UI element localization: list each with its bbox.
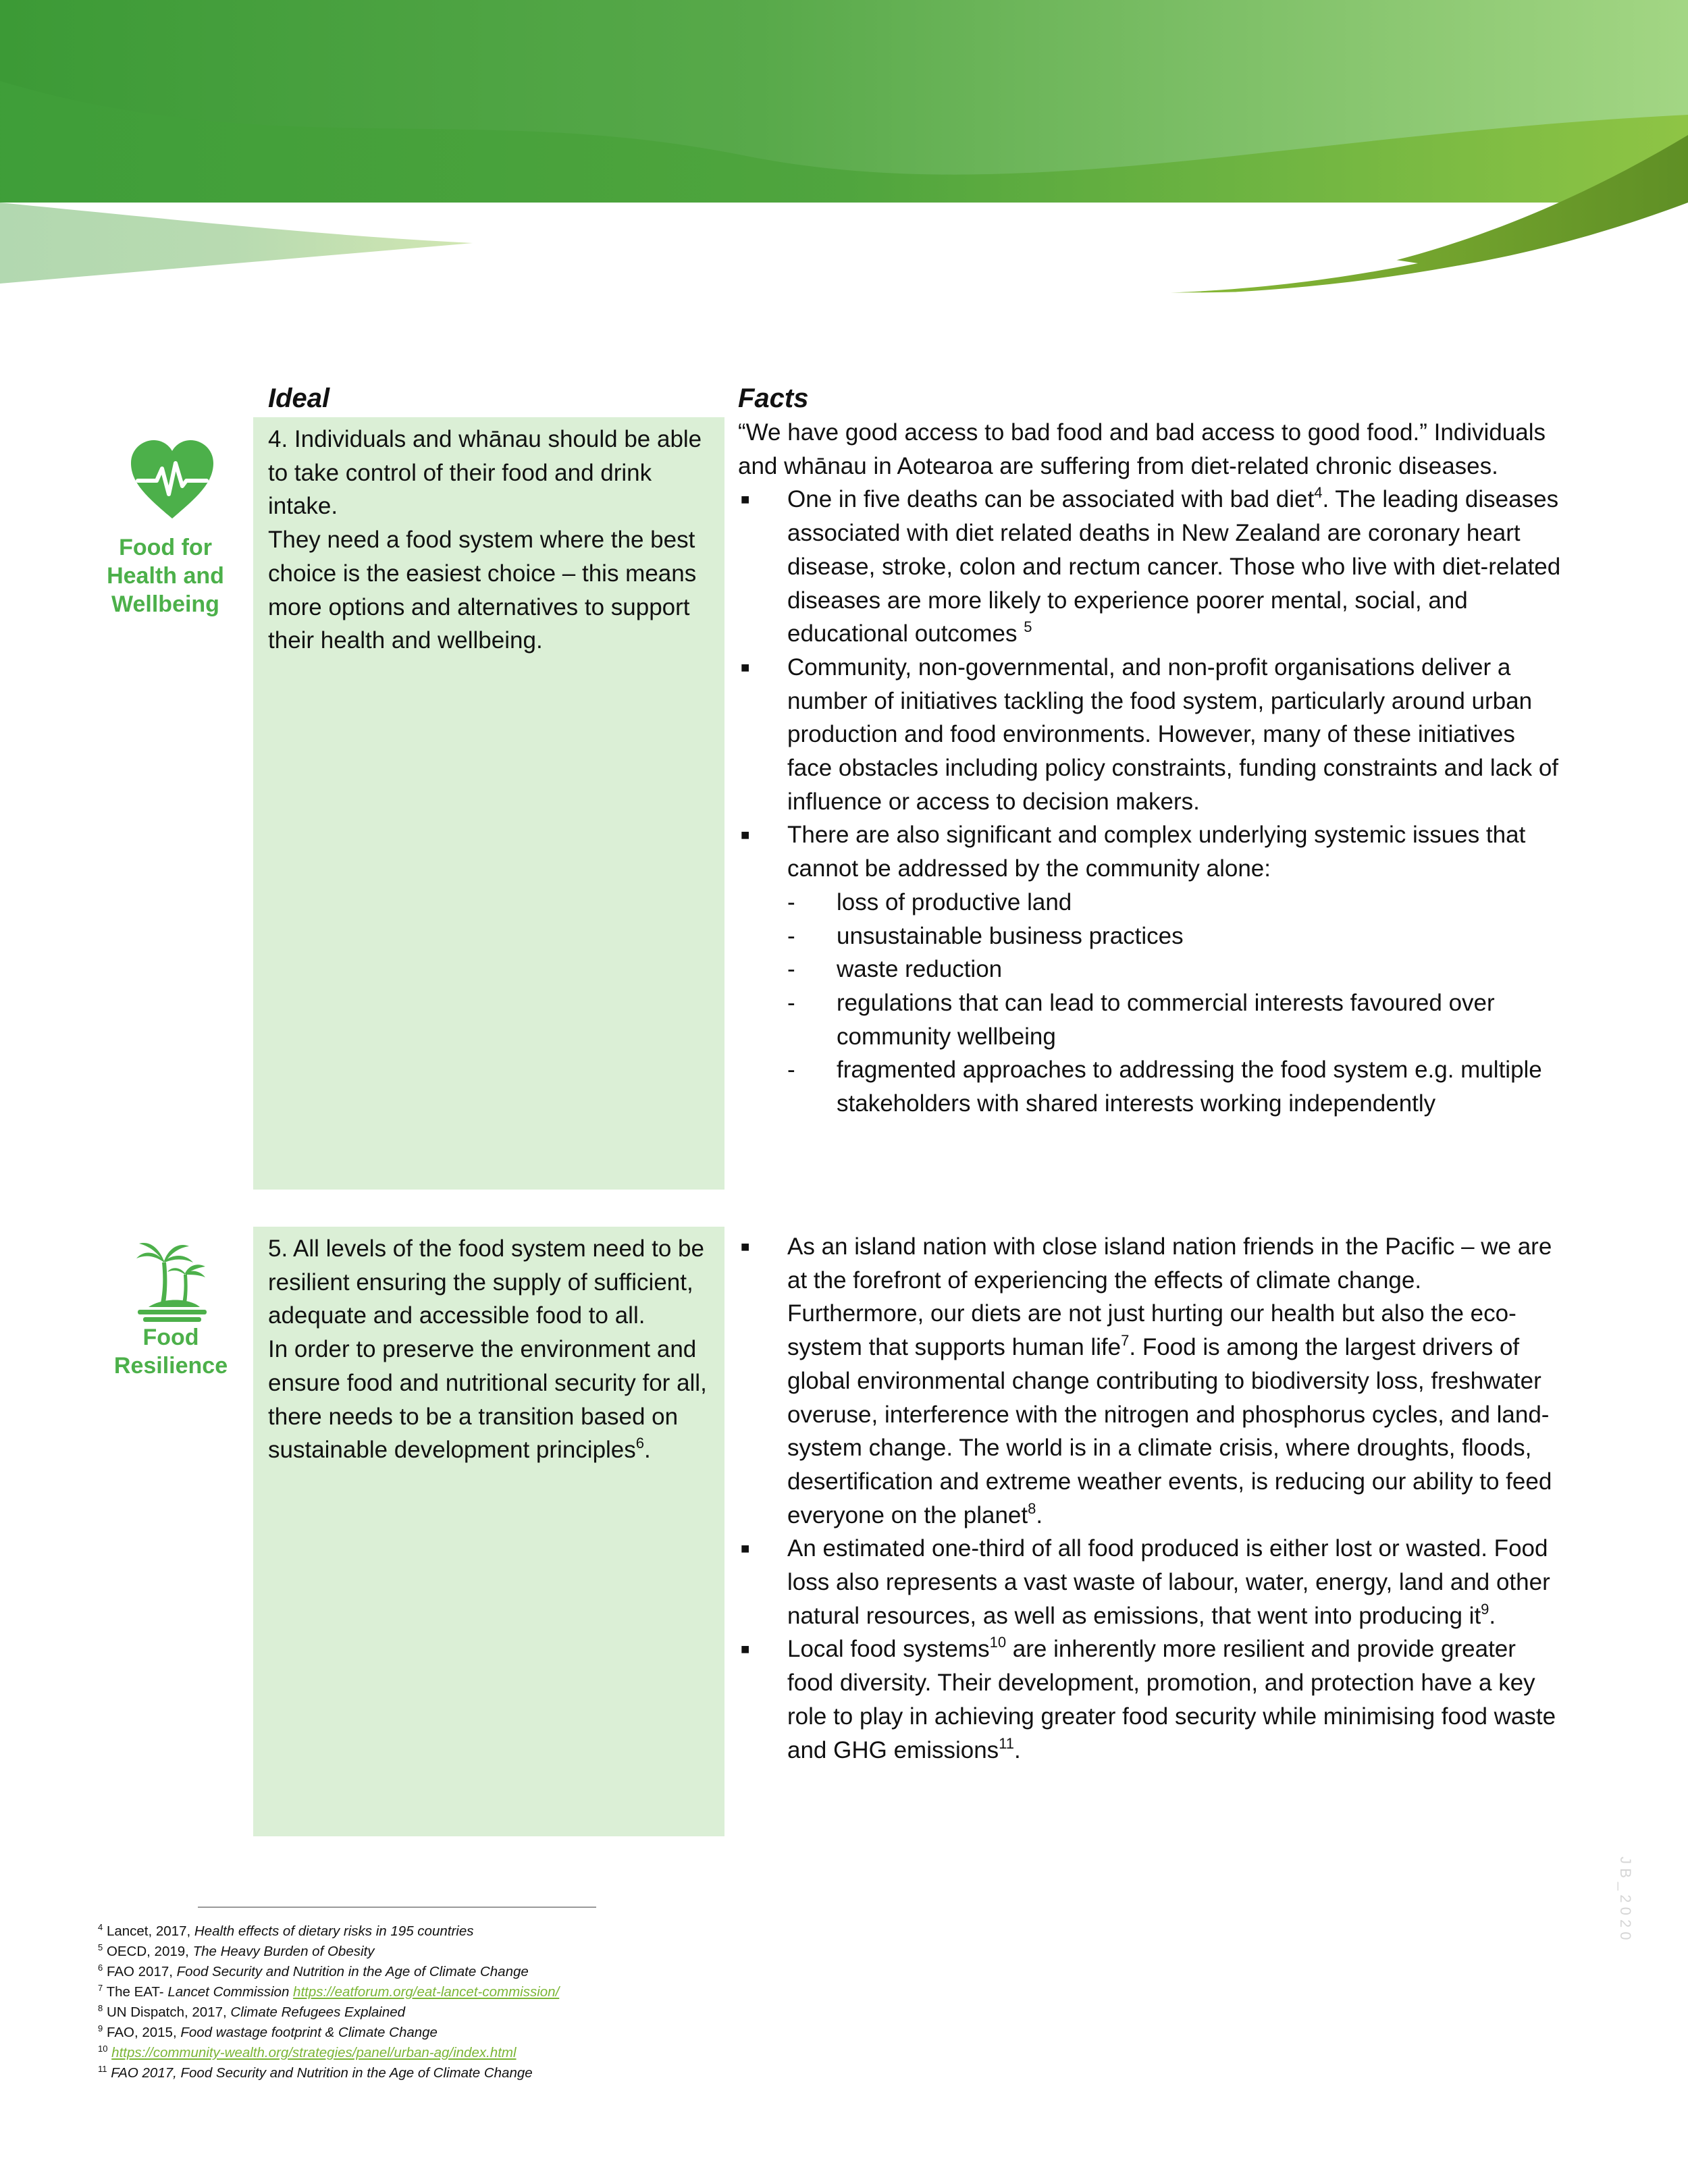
facts-resilience (738, 1230, 1562, 1767)
fact-bullet: ■ An estimated one-third of all food produced is either lost or wasted. Food loss also represents a vast waste of labour, water, energy, land and other natural resources, as well as emissions, that went into producing $it^9$. (738, 1532, 1562, 1632)
theme-label-line: Food (142, 1325, 199, 1350)
footnote-separator (198, 1907, 596, 1908)
footnote: $^7$ The EAT- Lancet Commission https://eatforum.org/eat-lancet-commission/ (98, 1983, 560, 2000)
facts-column-header: Facts (738, 383, 809, 413)
theme-label-line: Resilience (113, 1353, 228, 1379)
footnote-link[interactable]: https://eatforum.org/eat-lancet-commission/ (293, 1984, 560, 2000)
sub-item: - waste reduction (787, 956, 1003, 983)
fact-bullet: ■ Local food systems$^{10}$ are inherently more resilient and provide greater food diversity. Their development, promotion, and protection have a key role to play in achieving greater food security while minimising food waste and GHG emissions$^{11}$. (741, 1634, 1556, 1763)
fact-bullet: ■ As an island nation with close island nation friends in the Pacific – we are at the forefront of experiencing the effects of climate change. Furthermore, our diets are not just hurting our health but also the eco-system that supports human life$^7$. Food is among the largest drivers of global environmental change contributing to biodiversity loss, freshwater overuse, interference with the nitrogen and phosphorus cycles, and land-system change. The world is in a climate crisis, where droughts, floods, desertification and extreme weather events, is reducing our ability to feed everyone on the planet$^8$. (738, 1230, 1562, 1532)
footnote: $^{11}$ FAO 2017, Food Security and Nutrition in the Age of Climate Change (98, 2064, 533, 2081)
footnote: $^4$ Lancet, 2017, Health effects of dietary risks in 195 countries (98, 1922, 474, 1939)
heart-pulse-icon (128, 439, 216, 520)
header-wave-banner (0, 0, 1688, 317)
square-bullet-icon: ■ (741, 658, 750, 676)
ideal-box-health (253, 417, 724, 1190)
theme-label-health (95, 533, 236, 618)
palm-island-icon (135, 1235, 209, 1323)
footnote: $^9$ FAO, 2015, Food wastage footprint & Climate Change (98, 2023, 438, 2040)
sub-item: - regulations that can lead to commercial interests favoured over community wellbeing (787, 989, 1495, 1050)
fact-bullet: ■ There are also significant and complex underlying systemic issues that cannot be addressed by the community alone: (738, 818, 1562, 885)
ideal-column-header: Ideal (268, 383, 330, 413)
facts-health (738, 416, 1562, 1121)
theme-label-line: Wellbeing (111, 591, 219, 617)
square-bullet-icon: ■ (741, 1238, 750, 1255)
square-bullet-icon: ■ (741, 491, 750, 508)
square-bullet-icon: ■ (741, 1641, 750, 1658)
fact-bullet: ■ Community, non-governmental, and non-profit organisations deliver a number of initiatives tackling the food system, particularly around urban production and food environments. However, many of these initiatives face obstacles including policy constraints, funding constraints and lack of influence or access to decision makers. (738, 651, 1562, 819)
ideal-box-resilience (253, 1227, 724, 1836)
square-bullet-icon: ■ (741, 1540, 750, 1557)
footnote-link[interactable]: https://community-wealth.org/strategies/panel/urban-ag/index.html (111, 2045, 517, 2060)
fact-bullet: ■ One in five deaths can be associated with bad diet$^4$. The leading diseases associated with diet related deaths in New Zealand are coronary heart disease, stroke, colon and rectum cancer. Those who live with diet-related diseases are more likely to experience poorer mental, social, and educational outcomes $^5$ (741, 484, 1561, 647)
ideal-text: In order to preserve the environment and ensure food and nutritional security for all, there needs to be a transition based on sustainable development principles$^6$. (268, 1336, 707, 1464)
ideal-text: They need a food system where the best choice is the easiest choice – this means more options and alternatives to support their health and wellbeing. (268, 527, 697, 654)
watermark: J B _ 2 0 2 0 (1617, 1857, 1634, 1940)
sub-item: - loss of productive land (787, 888, 1072, 915)
theme-label-resilience (100, 1323, 242, 1380)
sub-item: - fragmented approaches to addressing the food system e.g. multiple stakeholders with shared interests working independently (787, 1057, 1542, 1117)
footnote: $^6$ FAO 2017, Food Security and Nutrition in the Age of Climate Change (98, 1963, 529, 1979)
facts-intro: “We have good access to bad food and bad access to good food.” Individuals and whānau in Aotearoa are suffering from diet-related chronic diseases. (738, 419, 1546, 479)
footnote: $^5$ OECD, 2019, The Heavy Burden of Obesity (98, 1942, 375, 1959)
square-bullet-icon: ■ (741, 826, 750, 844)
footnote: $^8$ UN Dispatch, 2017, Climate Refugees Explained (98, 2003, 406, 2020)
ideal-text: 4. Individuals and whānau should be able to take control of their food and drink intake. (268, 426, 702, 520)
footnote: $^{10}$ https://community-wealth.org/strategies/panel/urban-ag/index.html (98, 2044, 517, 2060)
footnotes (98, 1921, 976, 2083)
ideal-text: 5. All levels of the food system need to be resilient ensuring the supply of sufficient, adequate and accessible food to all. (268, 1235, 704, 1329)
theme-label-line: Health and (107, 563, 224, 589)
sub-item: - unsustainable business practices (787, 922, 1184, 949)
theme-label-line: Food for (119, 535, 212, 560)
